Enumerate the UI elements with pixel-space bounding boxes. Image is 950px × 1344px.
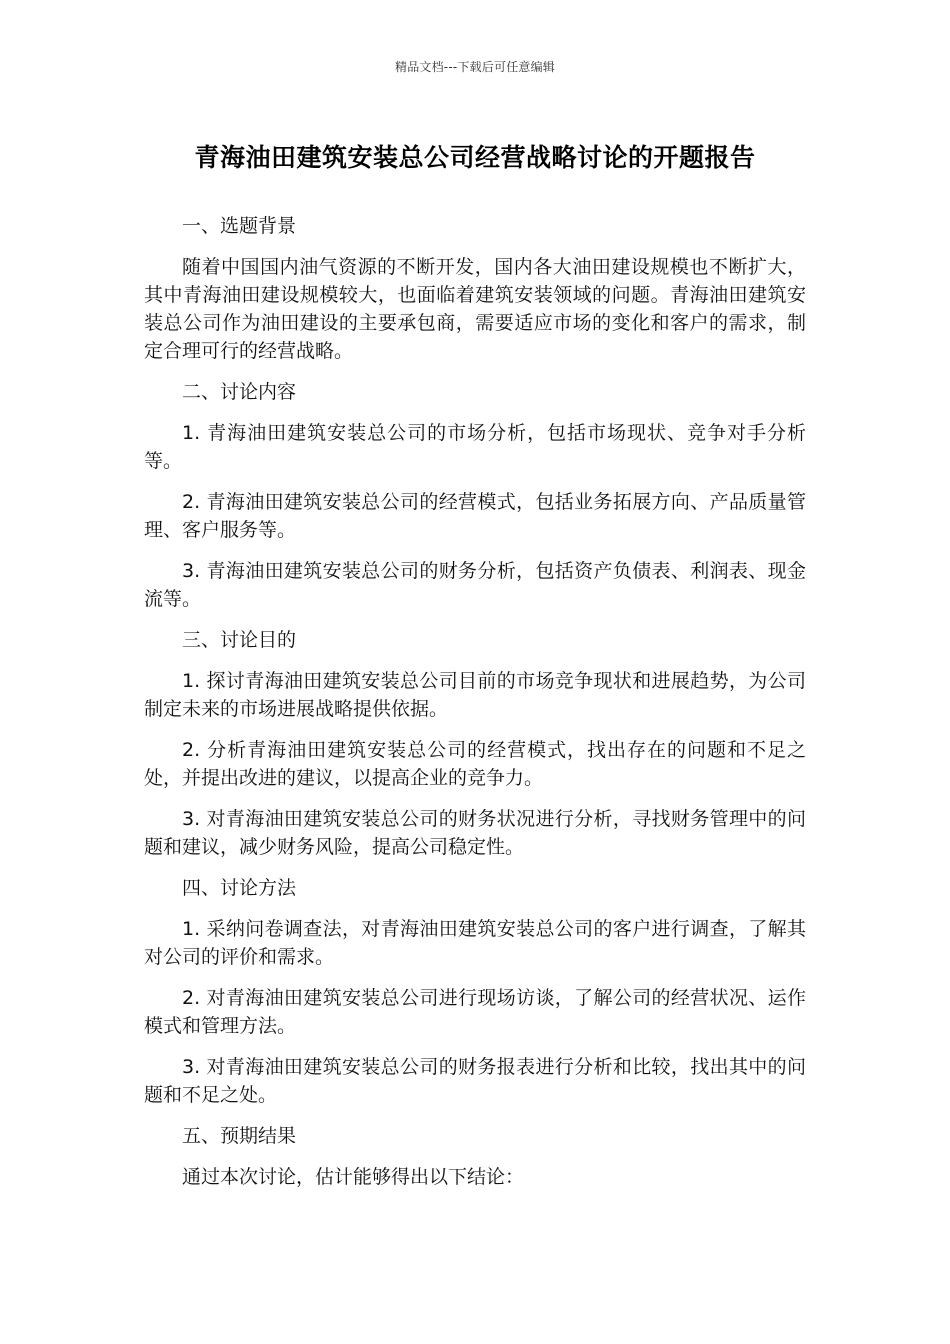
section-expected-results: [144, 1122, 806, 1191]
section-background: [144, 212, 806, 365]
document-body: [144, 212, 806, 1204]
section-content: [144, 378, 806, 613]
section-heading: 三、讨论目的: [182, 629, 297, 651]
section-heading: 四、讨论方法: [182, 877, 297, 899]
section-purpose: [144, 626, 806, 861]
paragraph: 3. 对青海油田建筑安装总公司的财务报表进行分析和比较，找出其中的问题和不足之处。: [144, 1056, 806, 1106]
paragraph: 1. 探讨青海油田建筑安装总公司目前的市场竞争现状和进展趋势，为公司制定未来的市场进展战略提供依据。: [144, 670, 806, 720]
document-title: 青海油田建筑安装总公司经营战略讨论的开题报告: [194, 143, 756, 172]
paragraph: 1. 采纳问卷调查法，对青海油田建筑安装总公司的客户进行调查，了解其对公司的评价和需求。: [144, 918, 806, 968]
paragraph: 1. 青海油田建筑安装总公司的市场分析，包括市场现状、竞争对手分析等。: [144, 422, 806, 472]
section-heading: 一、选题背景: [182, 215, 297, 237]
paragraph: 2. 青海油田建筑安装总公司的经营模式，包括业务拓展方向、产品质量管理、客户服务等。: [144, 491, 806, 541]
paragraph: 2. 分析青海油田建筑安装总公司的经营模式，找出存在的问题和不足之处，并提出改进的建议，以提高企业的竞争力。: [144, 739, 806, 789]
paragraph: 通过本次讨论，估计能够得出以下结论：: [182, 1166, 525, 1188]
header-note: 精品文档---下载后可任意编辑: [395, 60, 555, 74]
section-heading: 五、预期结果: [182, 1125, 297, 1147]
section-heading: 二、讨论内容: [182, 381, 297, 403]
paragraph: 3. 对青海油田建筑安装总公司的财务状况进行分析，寻找财务管理中的问题和建议，减少财务风险，提高公司稳定性。: [144, 808, 806, 858]
section-methods: [144, 874, 806, 1109]
paragraph: 2. 对青海油田建筑安装总公司进行现场访谈，了解公司的经营状况、运作模式和管理方法。: [144, 987, 806, 1037]
paragraph: 随着中国国内油气资源的不断开发，国内各大油田建设规模也不断扩大，其中青海油田建设规模较大，也面临着建筑安装领域的问题。青海油田建筑安装总公司作为油田建设的主要承包商，需要适应市场的变化和客户的需求，制定合理可行的经营战略。: [144, 256, 806, 362]
paragraph: 3. 青海油田建筑安装总公司的财务分析，包括资产负债表、利润表、现金流等。: [144, 560, 806, 610]
